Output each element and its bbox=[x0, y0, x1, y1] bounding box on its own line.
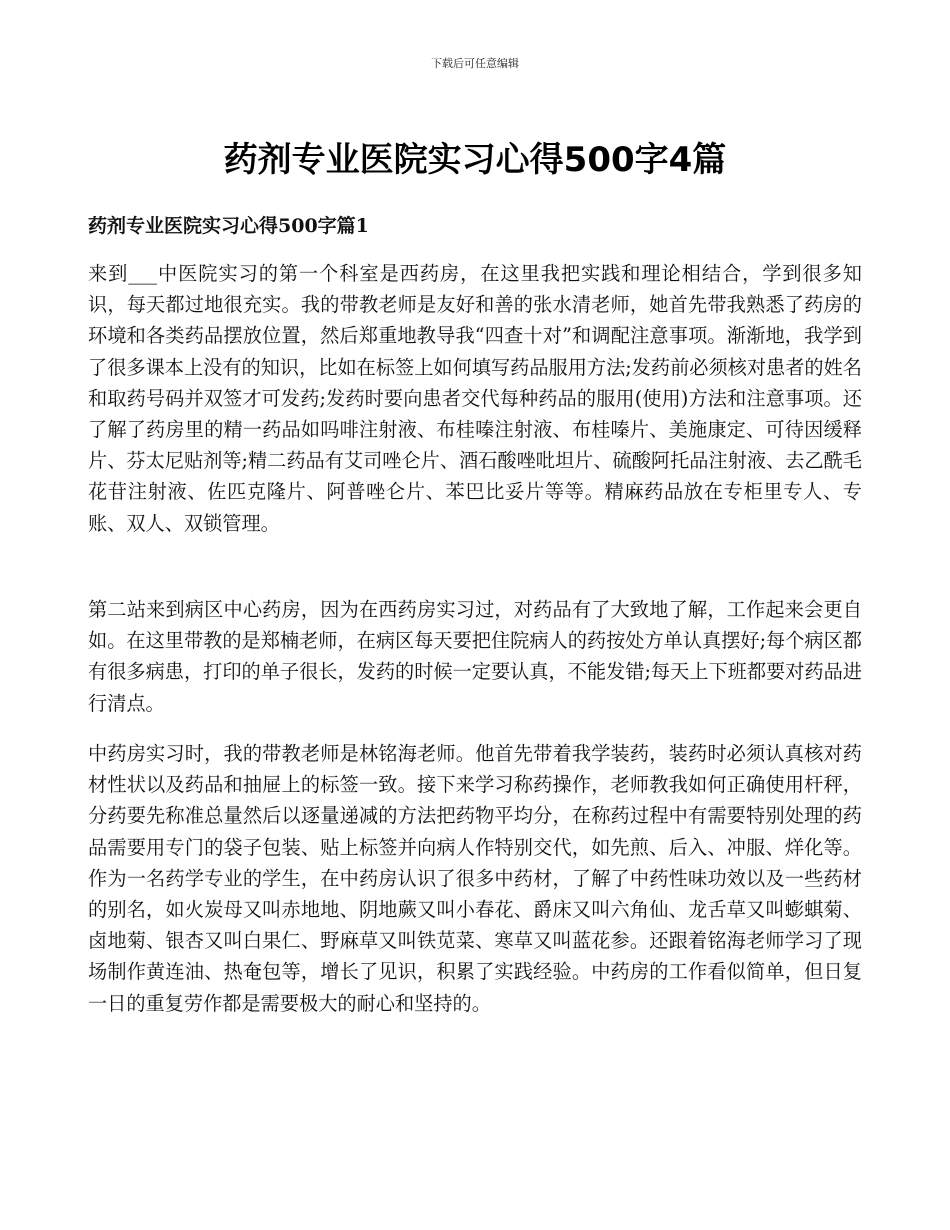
document-title: 药剂专业医院实习心得500字4篇 bbox=[223, 140, 727, 180]
paragraph-2: 第二站来到病区中心药房，因为在西药房实习过，对药品有了大致地了解，工作起来会更自如。在这里带教的是郑楠老师，在病区每天要把住院病人的药按处方单认真摆好;每个病区都有很多病患，打印的单子很长，发药的时候一定要认真，不能发错;每天上下班都要对药品进行清点。 bbox=[88, 598, 862, 715]
section-heading: 药剂专业医院实习心得500字篇1 bbox=[88, 215, 369, 237]
paragraph-1: 来到___中医院实习的第一个科室是西药房，在这里我把实践和理论相结合，学到很多知识，每天都过地很充实。我的带教老师是友好和善的张水清老师，她首先带我熟悉了药房的环境和各类药品摆放位置，然后郑重地教导我“四查十对”和调配注意事项。渐渐地，我学到了很多课本上没有的知识，比如在标签上如何填写药品服用方法;发药前必须核对患者的姓名和取药号码并双签才可发药;发药时要向患者交代每种药品的服用(使用)方法和注意事项。还了解了药房里的精一药品如吗啡注射液、布桂嗪注射液、布桂嗪片、美施康定、可待因缓释片、芬太尼贴剂等;精二药品有艾司唑仑片、酒石酸唑吡坦片、硫酸阿托品注射液、去乙酰毛花苷注射液、佐匹克隆片、阿普唑仑片、苯巴比妥片等等。精麻药品放在专柜里专人、专账、双人、双锁管理。 bbox=[88, 262, 862, 535]
paragraph-3: 中药房实习时，我的带教老师是林铭海老师。他首先带着我学装药，装药时必须认真核对药材性状以及药品和抽屉上的标签一致。接下来学习称药操作，老师教我如何正确使用杆秤，分药要先称准总量然后以逐量递减的方法把药物平均分，在称药过程中有需要特别处理的药品需要用专门的袋子包装、贴上标签并向病人作特别交代，如先煎、后入、冲服、烊化等。作为一名药学专业的学生，在中药房认识了很多中药材，了解了中药性味功效以及一些药材的别名，如火炭母又叫赤地地、阴地蕨又叫小春花、爵床又叫六角仙、龙舌草又叫蟛蜞菊、卤地菊、银杏又叫白果仁、野麻草又叫铁苋菜、寒草又叫蓝花参。还跟着铭海老师学习了现场制作黄连油、热奄包等，增长了见识，积累了实践经验。中药房的工作看似简单，但日复一日的重复劳作都是需要极大的耐心和坚持的。 bbox=[88, 742, 862, 1015]
page-header-note: 下载后可任意编辑 bbox=[431, 57, 519, 70]
